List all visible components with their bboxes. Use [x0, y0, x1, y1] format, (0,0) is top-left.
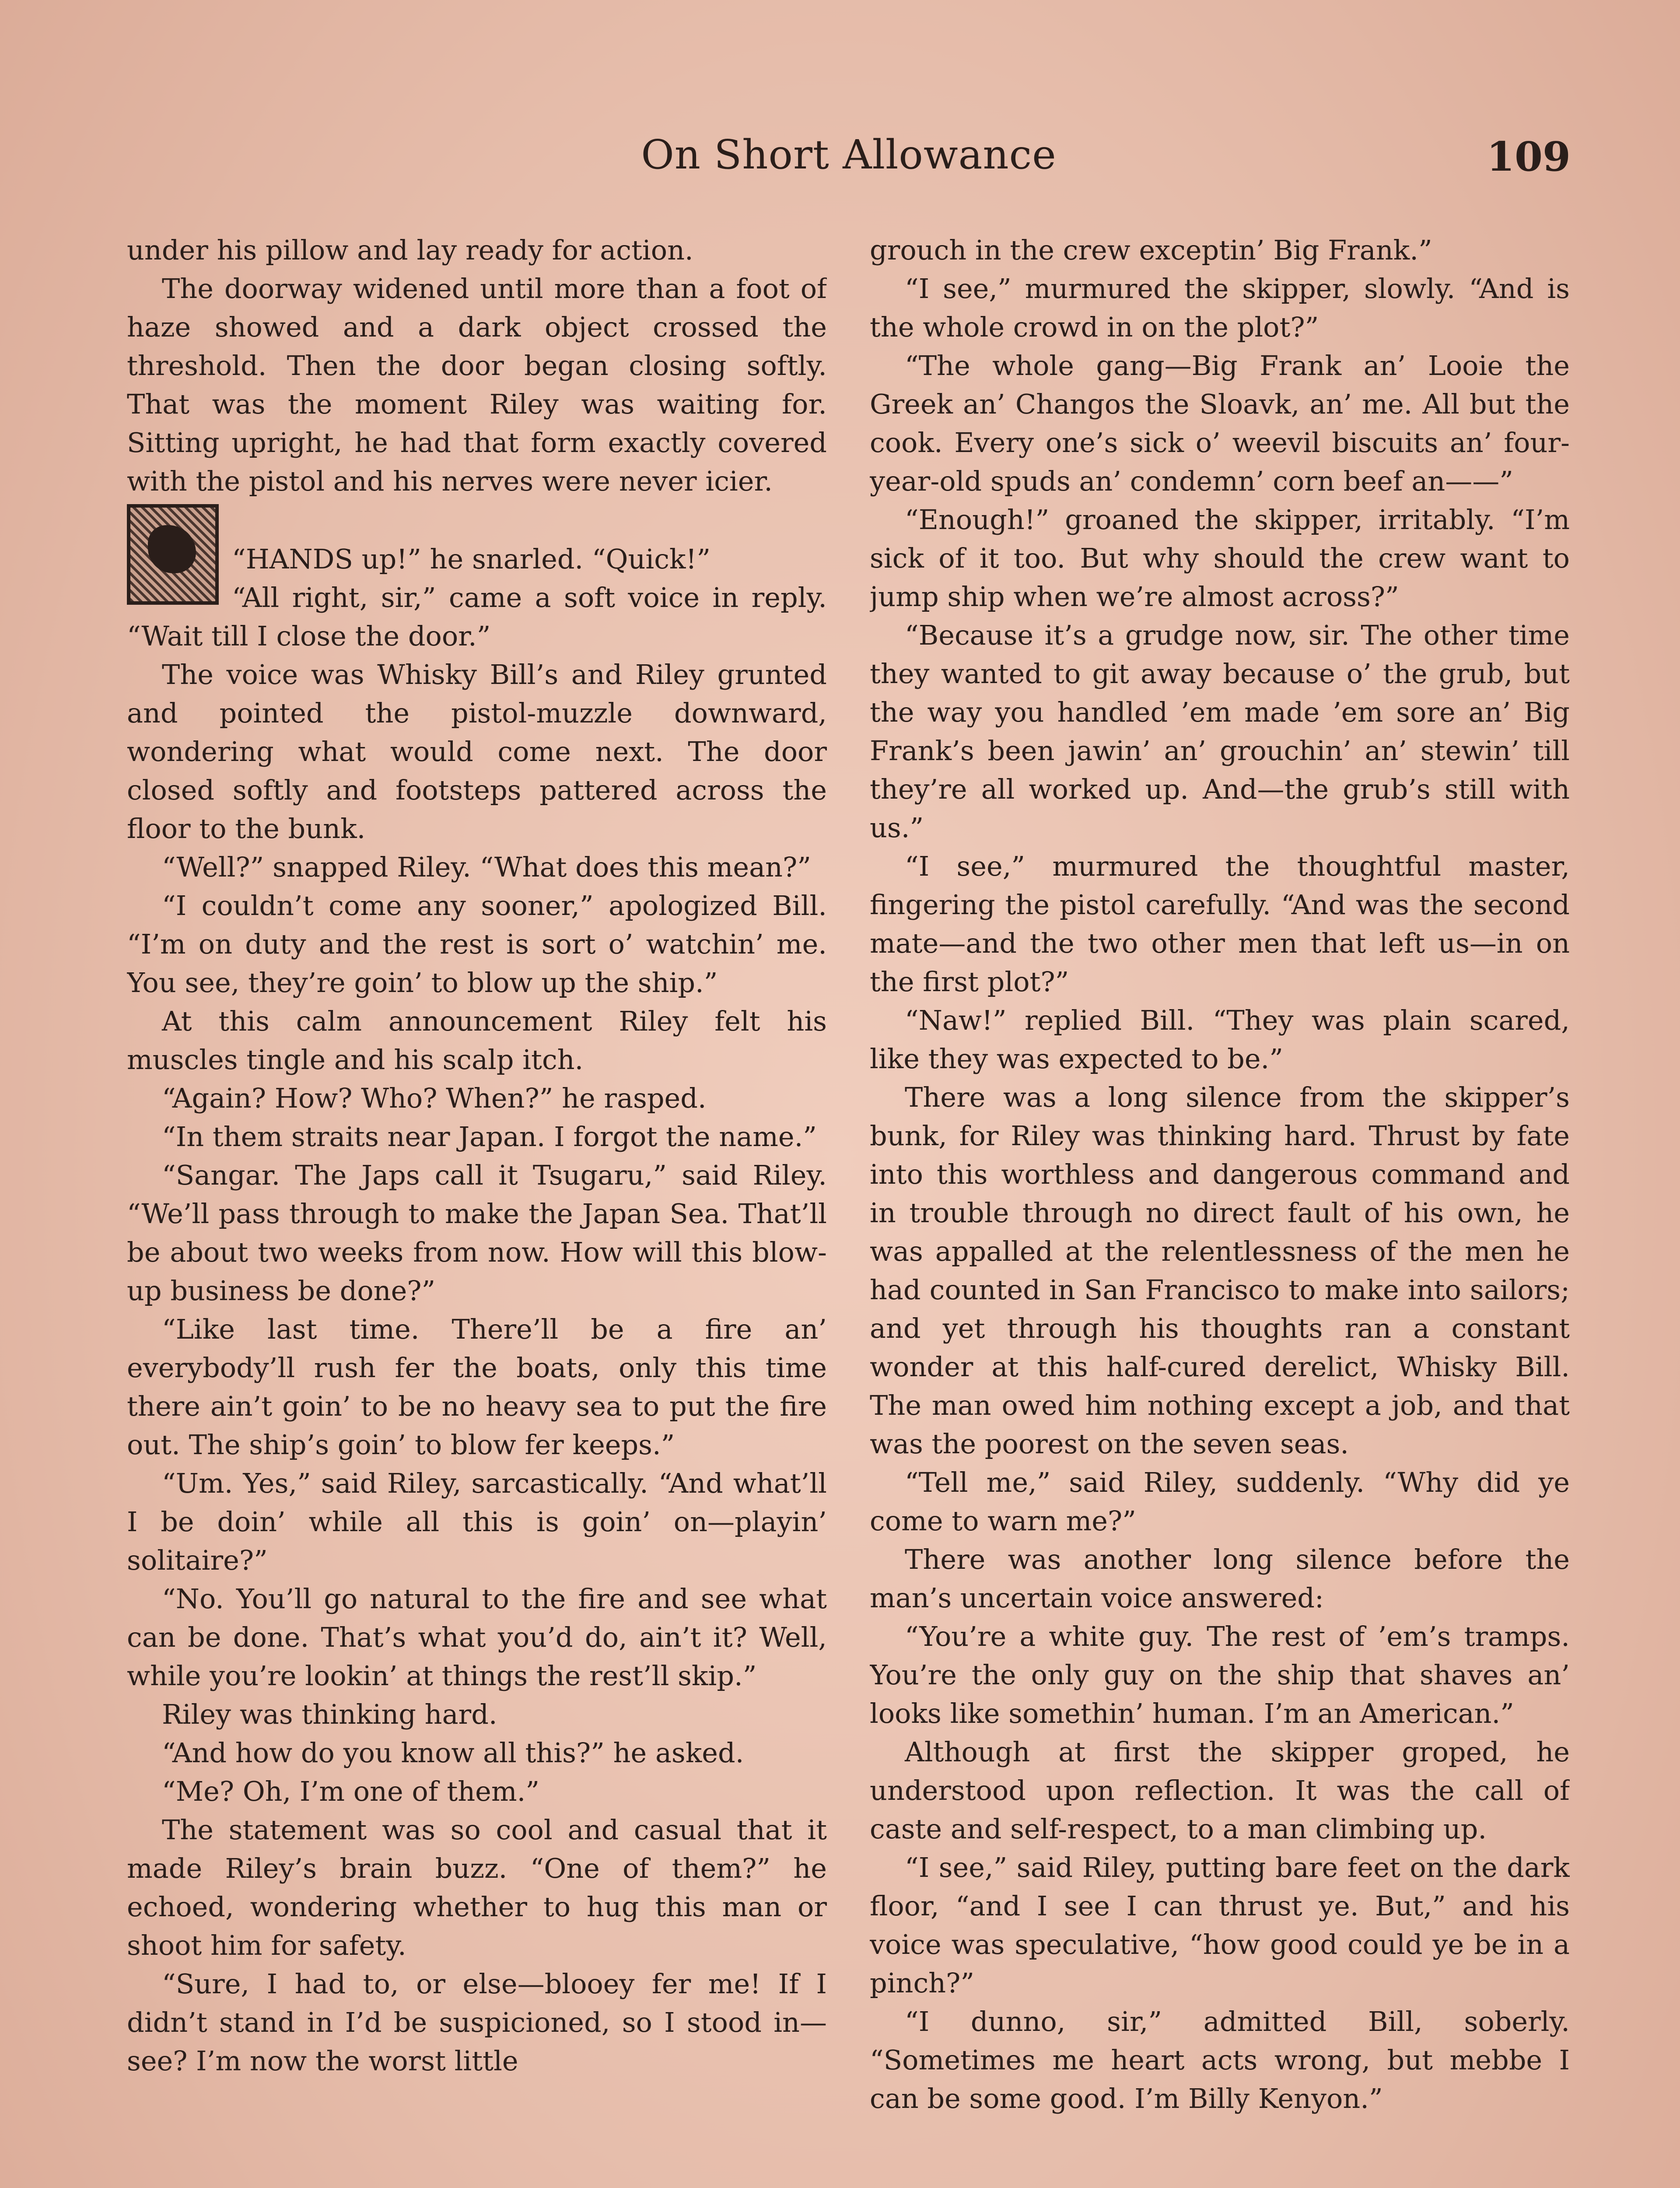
paragraph: “You’re a white guy. The rest of ’em’s tramps. You’re the only guy on the ship that shaves an’ looks like somethin’ human. I’m an American.” — [870, 1620, 1570, 1729]
paragraph: “In them straits near Japan. I forgot the name.” — [162, 1121, 817, 1153]
paragraph: The statement was so cool and casual that it made Riley’s brain buzz. “One of them?” he echoed, wondering whether to hug this man or shoot him for safety. — [127, 1814, 827, 1961]
paragraph: There was a long silence from the skipper’s bunk, for Riley was thinking hard. Thrust by fate into this worthless and dangerous command and in trouble through no direct fault of his own, he was appalled at the relentlessness of the men he had counted in San Francisco to make into sailors; and yet through his thoughts ran a constant wonder at this half-cured derelict, Whisky Bill. The man owed him nothing except a job, and that was the poorest on the seven seas. — [870, 1081, 1570, 1460]
page-number: 109 — [1486, 133, 1571, 180]
paragraph: The voice was Whisky Bill’s and Riley grunted and pointed the pistol-muzzle downward, wondering what would come next. The door closed softly and footsteps pattered across the floor to the bunk. — [127, 659, 827, 845]
paragraph: “I dunno, sir,” admitted Bill, soberly. “Sometimes me heart acts wrong, but mebbe I can be some good. I’m Billy Kenyon.” — [870, 2006, 1570, 2114]
left-column — [127, 231, 827, 2188]
paragraph: “I see,” murmured the thoughtful master, fingering the pistol carefully. “And was the second mate—and the two other men that left us—in on the first plot?” — [870, 850, 1570, 998]
running-title: On Short Allowance — [641, 131, 1057, 178]
paragraph: “Sangar. The Japs call it Tsugaru,” said Riley. “We’ll pass through to make the Japan Sea. That’ll be about two weeks from now. How will this blow-up business be done?” — [127, 1159, 827, 1307]
paragraph: “Tell me,” said Riley, suddenly. “Why did ye come to warn me?” — [870, 1466, 1570, 1537]
paragraph: “I see,” murmured the skipper, slowly. “And is the whole crowd in on the plot?” — [870, 273, 1570, 343]
paragraph: “Me? Oh, I’m one of them.” — [162, 1775, 540, 1807]
paragraph: under his pillow and lay ready for action. — [127, 234, 693, 266]
paragraph: “I see,” said Riley, putting bare feet on the dark floor, “and I see I can thrust ye. But,” and his voice was speculative, “how good could ye be in a pinch?” — [870, 1851, 1570, 1999]
paragraph: “Naw!” replied Bill. “They was plain scared, like they was expected to be.” — [870, 1004, 1570, 1075]
paragraph: “The whole gang—Big Frank an’ Looie the Greek an’ Changos the Sloavk, an’ me. All but the cook. Every one’s sick o’ weevil biscuits an’ four-year-old spuds an’ condemn’ corn beef an——” — [870, 350, 1570, 497]
paragraph: “HANDS up!” he snarled. “Quick!” — [232, 543, 711, 575]
paragraph: The doorway widened until more than a foot of haze showed and a dark object crossed the threshold. Then the door began closing softly. That was the moment Riley was waiting for. Sitting upright, he had that form exactly covered with the pistol and his nerves were never icier. — [127, 273, 827, 497]
paragraph: “I couldn’t come any sooner,” apologized Bill. “I’m on duty and the rest is sort o’ watchin’ me. You see, they’re goin’ to blow up the ship.” — [127, 890, 827, 999]
paragraph: There was another long silence before the man’s uncertain voice answered: — [870, 1543, 1570, 1614]
ornamental-initial-icon — [127, 504, 219, 605]
paragraph: “Like last time. There’ll be a fire an’ everybody’ll rush fer the boats, only this time there ain’t goin’ to be no heavy sea to put the fire out. The ship’s goin’ to blow fer keeps.” — [127, 1313, 827, 1461]
paragraph: “Enough!” groaned the skipper, irritably. “I’m sick of it too. But why should the crew want to jump ship when we’re almost across?” — [870, 504, 1570, 613]
paragraph: “Well?” snapped Riley. “What does this mean?” — [162, 851, 811, 883]
right-column — [870, 231, 1570, 2188]
paragraph: Riley was thinking hard. — [162, 1698, 497, 1730]
paragraph: “No. You’ll go natural to the fire and see what can be done. That’s what you’d do, ain’t it? Well, while you’re lookin’ at things the rest’ll skip.” — [127, 1583, 827, 1692]
paragraph: “Because it’s a grudge now, sir. The other time they wanted to git away because o’ the grub, but the way you handled ’em made ’em sore an’ Big Frank’s been jawin’ an’ grouchin’ an’ stewin’ till they’re all worked up. And—the grub’s still with us.” — [870, 619, 1570, 844]
paragraph: “Sure, I had to, or else—blooey fer me! If I didn’t stand in I’d be suspicioned, so I stood in—see? I’m now the worst little — [127, 1968, 827, 2077]
paragraph: Although at first the skipper groped, he understood upon reflection. It was the call of caste and self-respect, to a man climbing up. — [870, 1736, 1570, 1845]
page-header — [127, 131, 1571, 193]
paragraph: “And how do you know all this?” he asked. — [162, 1737, 744, 1769]
paragraph: At this calm announcement Riley felt his muscles tingle and his scalp itch. — [127, 1005, 827, 1076]
paragraph: grouch in the crew exceptin’ Big Frank.” — [870, 234, 1432, 266]
paragraph: “Um. Yes,” said Riley, sarcastically. “And what’ll I be doin’ while all this is goin’ on—playin’ solitaire?” — [127, 1467, 827, 1576]
paragraph: “All right, sir,” came a soft voice in reply. “Wait till I close the door.” — [127, 582, 827, 652]
paragraph: “Again? How? Who? When?” he rasped. — [162, 1082, 707, 1114]
